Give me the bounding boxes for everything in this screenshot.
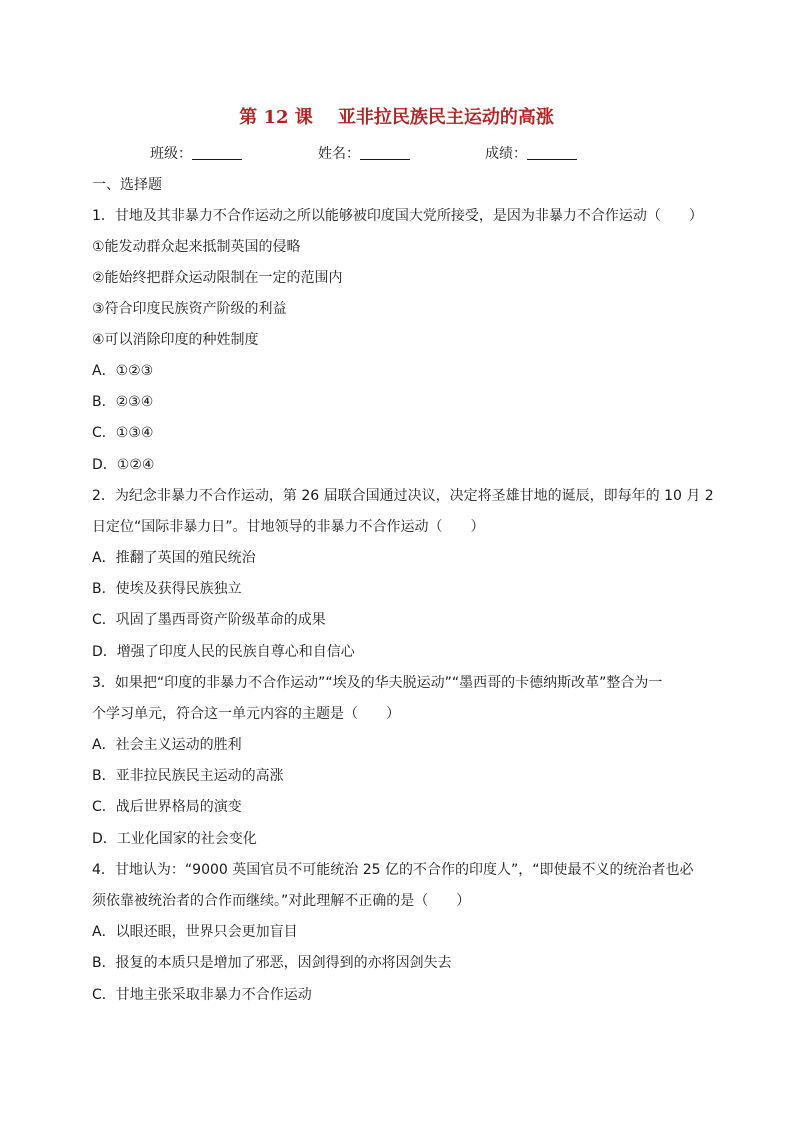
name-field [318,143,410,163]
score-field [485,143,577,163]
q1-stem: 1．甘地及其非暴力不合作运动之所以能够被印度国大党所接受，是因为非暴力不合作运动（ ） [92,208,703,224]
q4-option-a: A．以眼还眼，世界只会更加盲目 [92,924,298,940]
q3-option-d: D．工业化国家的社会变化 [92,831,257,847]
q2-option-b: B．使埃及获得民族独立 [92,581,242,597]
q4-stem-line-1: 4．甘地认为：“9000 英国官员不可能统治 25 亿的不合作的印度人”，“即使最不义的统治者也必 [92,862,694,878]
q2-option-d: D．增强了印度人民的民族自尊心和自信心 [92,644,355,660]
name-blank [360,145,410,160]
q3-option-c: C．战后世界格局的演变 [92,799,242,815]
q1-option-d: D．①②④ [92,457,155,473]
q2-stem-line-2: 日定位“国际非暴力日”。甘地领导的非暴力不合作运动（ ） [92,519,485,535]
q2-option-a: A．推翻了英国的殖民统治 [92,550,256,566]
page-title: 第 12 课 亚非拉民族民主运动的高涨 [239,107,554,128]
q1-item-4: ④可以消除印度的种姓制度 [92,332,259,348]
q3-stem-line-1: 3．如果把“印度的非暴力不合作运动”“埃及的华夫脱运动”“墨西哥的卡德纳斯改革”整合为一 [92,675,663,691]
class-field [150,143,242,163]
q3-option-b: B．亚非拉民族民主运动的高涨 [92,768,284,784]
q1-option-a: A．①②③ [92,363,154,379]
score-blank [527,145,577,160]
score-label: 成绩： [485,146,527,162]
name-label: 姓名： [318,146,360,162]
q1-option-b: B．②③④ [92,394,154,410]
q1-option-c: C．①③④ [92,425,154,441]
q4-option-c: C．甘地主张采取非暴力不合作运动 [92,987,312,1003]
section-title: 一、选择题 [92,177,162,193]
class-label: 班级： [150,146,192,162]
q1-item-2: ②能始终把群众运动限制在一定的范围内 [92,270,343,286]
q1-item-1: ①能发动群众起来抵制英国的侵略 [92,239,301,255]
q2-option-c: C．巩固了墨西哥资产阶级革命的成果 [92,612,326,628]
q4-stem-line-2: 须依靠被统治者的合作而继续。”对此理解不正确的是（ ） [92,893,471,909]
q4-option-b: B．报复的本质只是增加了邪恶，因剑得到的亦将因剑失去 [92,955,452,971]
q2-stem-line-1: 2．为纪念非暴力不合作运动，第 26 届联合国通过决议，决定将圣雄甘地的诞辰，即每年的 10 月 2 [92,488,714,504]
q3-option-a: A．社会主义运动的胜利 [92,737,242,753]
q3-stem-line-2: 个学习单元，符合这一单元内容的主题是（ ） [92,706,400,722]
class-blank [192,145,242,160]
q1-item-3: ③符合印度民族资产阶级的利益 [92,301,287,317]
